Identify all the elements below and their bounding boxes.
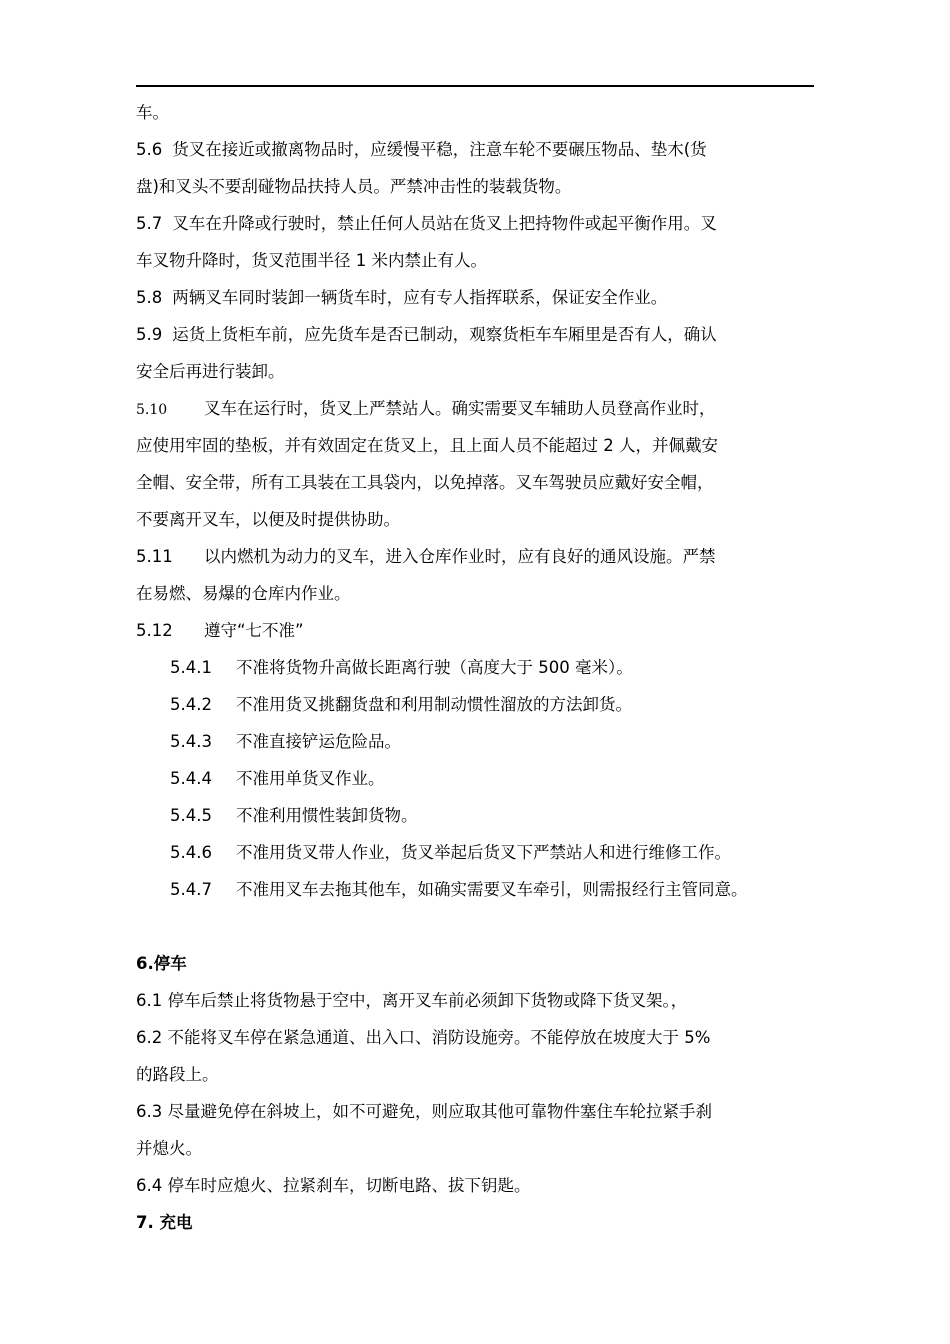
item-6-3-line2: 并熄火。 bbox=[136, 1139, 202, 1158]
item-5-6-line2: 盘)和叉头不要刮碰物品扶持人员。严禁冲击性的装载货物。 bbox=[136, 177, 572, 196]
item-5-7-line2: 车叉物升降时，货叉范围半径 1 米内禁止有人。 bbox=[136, 251, 487, 270]
sub-item-5-4-5: 5.4.5 不准利用惯性装卸货物。 bbox=[170, 806, 418, 825]
item-5-11-line2: 在易燃、易爆的仓库内作业。 bbox=[136, 584, 351, 603]
item-5-10-line3: 全帽、安全带，所有工具装在工具袋内，以免掉落。叉车驾驶员应戴好安全帽， bbox=[136, 473, 714, 492]
item-6-4: 6.4 停车时应熄火、拉紧刹车，切断电路、拔下钥匙。 bbox=[136, 1176, 531, 1195]
item-5-10-line2: 应使用牢固的垫板，并有效固定在货叉上，且上面人员不能超过 2 人，并佩戴安 bbox=[136, 436, 718, 455]
blank-line bbox=[136, 908, 816, 945]
sub-item-5-4-1: 5.4.1 不准将货物升高做长距离行驶（高度大于 500 毫米）。 bbox=[170, 658, 633, 677]
sub-item-5-4-6: 5.4.6 不准用货叉带人作业，货叉举起后货叉下严禁站人和进行维修工作。 bbox=[170, 843, 731, 862]
item-6-1: 6.1 停车后禁止将货物悬于空中，离开叉车前必须卸下货物或降下货叉架。， bbox=[136, 991, 688, 1010]
item-5-10-line4: 不要离开叉车，以便及时提供协助。 bbox=[136, 510, 400, 529]
sub-item-5-4-7: 5.4.7 不准用叉车去拖其他车，如确实需要叉车牵引，则需报经行主管同意。 bbox=[170, 880, 748, 899]
sub-item-5-4-3: 5.4.3 不准直接铲运危险品。 bbox=[170, 732, 401, 751]
item-5-10-line1: 5.10 叉车在运行时，货叉上严禁站人。确实需要叉车辅助人员登高作业时， bbox=[136, 399, 716, 418]
document-body bbox=[136, 94, 816, 1241]
section-6-heading: 6.停车 bbox=[136, 954, 187, 973]
item-5-7-line1: 5.7 叉车在升降或行驶时，禁止任何人员站在货叉上把持物件或起平衡作用。叉 bbox=[136, 214, 717, 233]
item-5-9-line1: 5.9 运货上货柜车前，应先货车是否已制动，观察货柜车车厢里是否有人，确认 bbox=[136, 325, 717, 344]
sub-item-5-4-4: 5.4.4 不准用单货叉作业。 bbox=[170, 769, 385, 788]
item-5-9-line2: 安全后再进行装卸。 bbox=[136, 362, 285, 381]
section-7-heading: 7. 充电 bbox=[136, 1213, 193, 1232]
item-5-11-line1: 5.11 以内燃机为动力的叉车，进入仓库作业时，应有良好的通风设施。严禁 bbox=[136, 547, 716, 566]
item-5-8-line1: 5.8 两辆叉车同时装卸一辆货车时，应有专人指挥联系，保证安全作业。 bbox=[136, 288, 668, 307]
sub-item-5-4-2: 5.4.2 不准用货叉挑翻货盘和利用制动惯性溜放的方法卸货。 bbox=[170, 695, 632, 714]
item-5-12-line1: 5.12 遵守“七不准” bbox=[136, 621, 304, 640]
header-rule bbox=[136, 85, 814, 87]
item-6-2-line2: 的路段上。 bbox=[136, 1065, 219, 1084]
item-6-2-line1: 6.2 不能将叉车停在紧急通道、出入口、消防设施旁。不能停放在坡度大于 5% bbox=[136, 1028, 711, 1047]
text-line: 车。 bbox=[136, 103, 169, 122]
item-6-3-line1: 6.3 尽量避免停在斜坡上，如不可避免，则应取其他可靠物件塞住车轮拉紧手刹 bbox=[136, 1102, 712, 1121]
item-5-6-line1: 5.6 货叉在接近或撤离物品时，应缓慢平稳，注意车轮不要碾压物品、垫木(货 bbox=[136, 140, 707, 159]
